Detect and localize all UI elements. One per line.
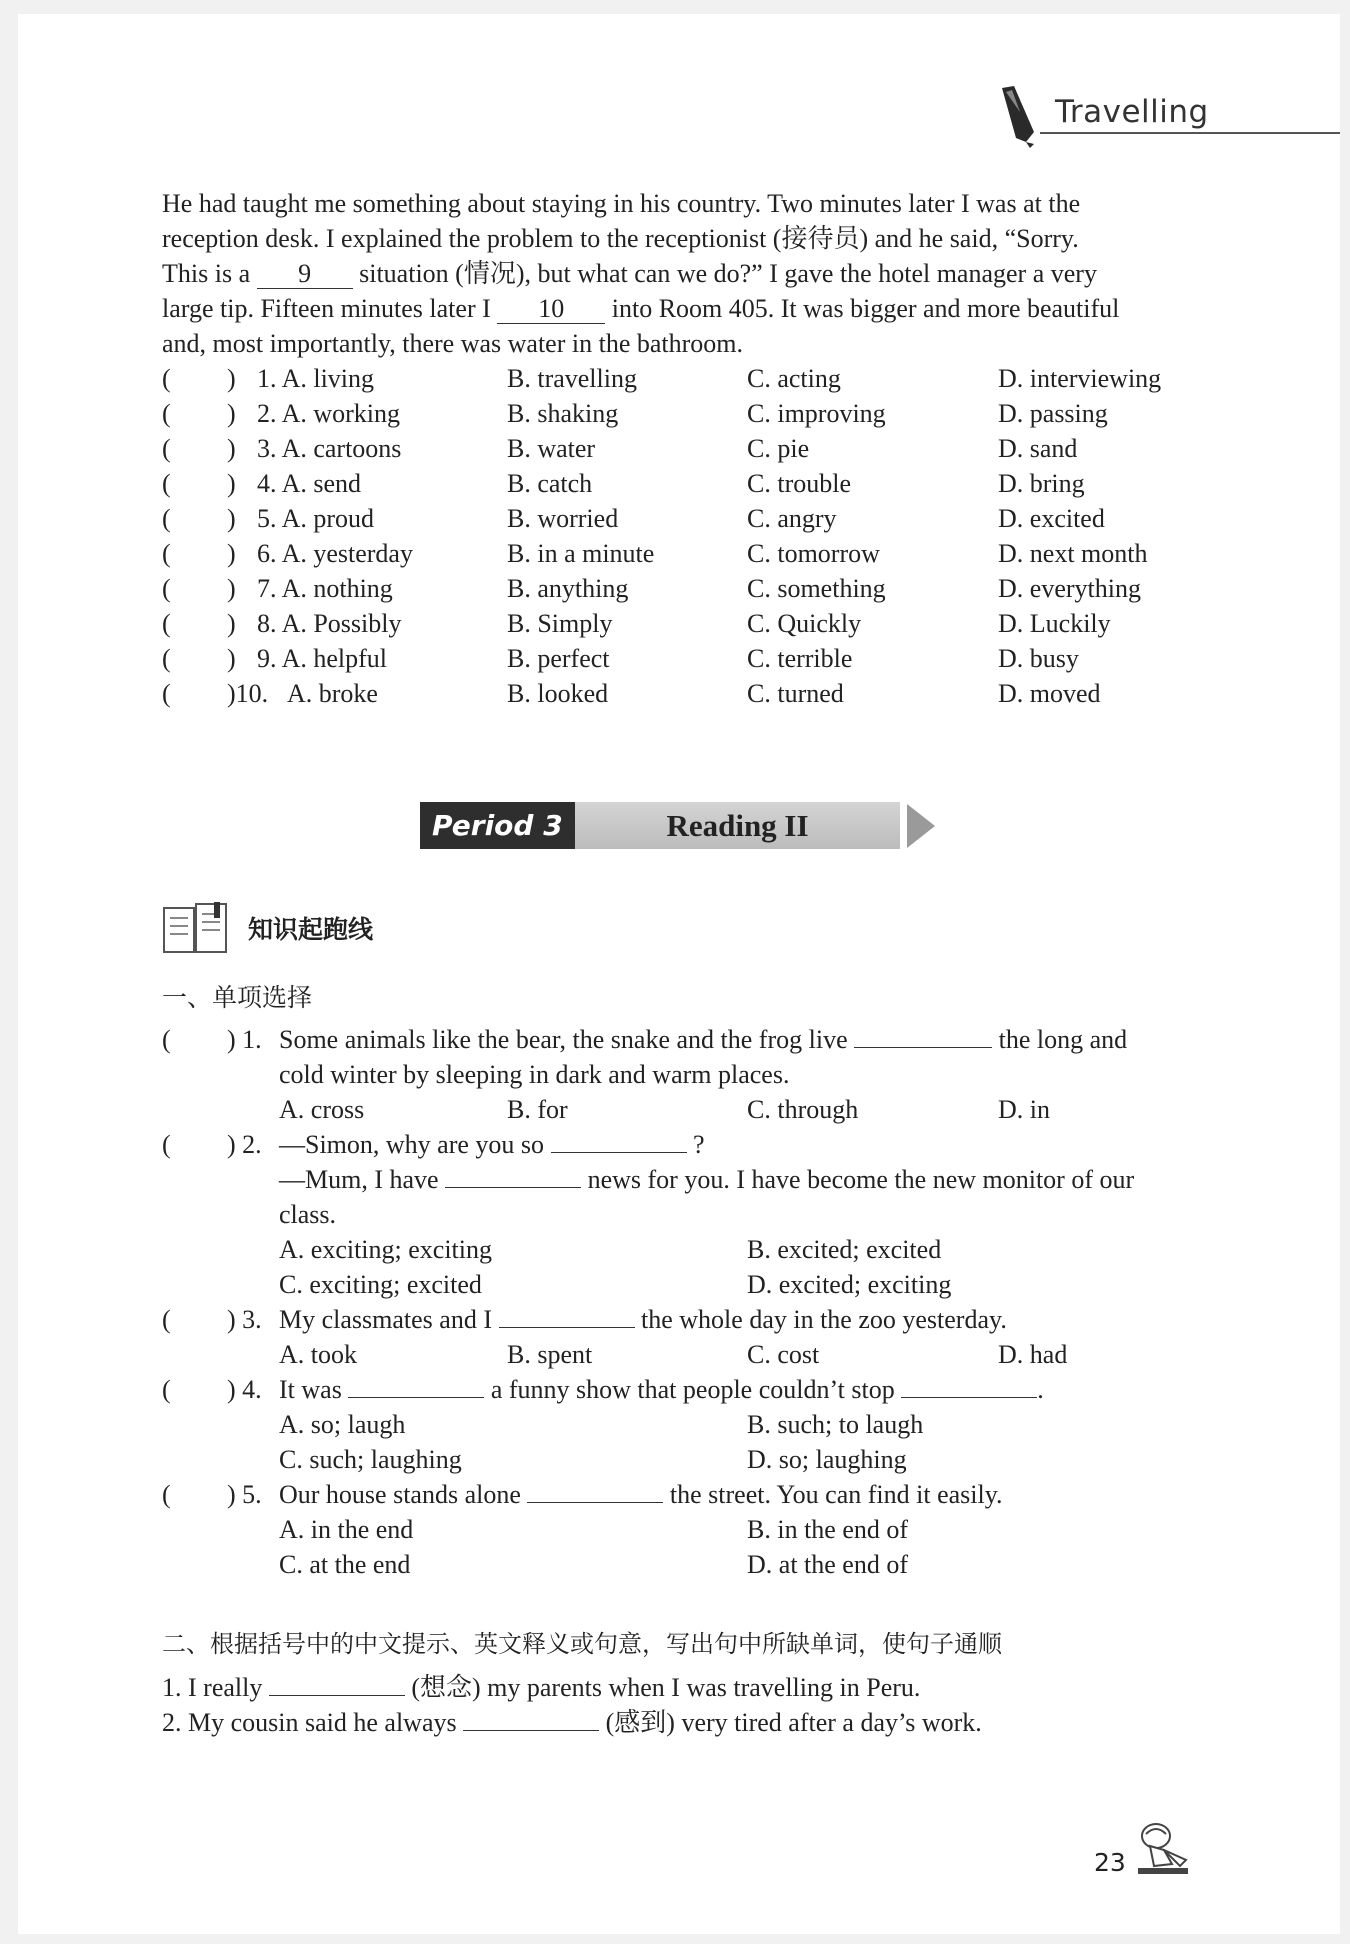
option-b[interactable]: B. such; to laugh xyxy=(747,1410,924,1439)
question-text-part: the long and xyxy=(998,1025,1128,1054)
question-number: ) xyxy=(227,434,236,463)
option-d[interactable]: D. had xyxy=(998,1340,1068,1369)
option-c[interactable]: C. improving xyxy=(747,399,886,428)
question-text xyxy=(279,1022,1127,1057)
option-d[interactable]: D. interviewing xyxy=(998,364,1162,393)
option-c[interactable]: C. turned xyxy=(747,679,844,708)
passage-text: into Room 405. It was bigger and more beautiful xyxy=(611,294,1120,323)
question-paren: ( xyxy=(162,1305,171,1334)
answer-blank[interactable] xyxy=(445,1187,581,1188)
question-number: ) xyxy=(227,504,236,533)
question-text-part: My classmates and I xyxy=(279,1305,493,1334)
question-text-part: news for you. I have become the new monitor of our xyxy=(587,1165,1135,1194)
option-a[interactable]: A. so; laugh xyxy=(279,1410,406,1439)
passage-line: and, most importantly, there was water in the bathroom. xyxy=(162,329,744,358)
option-b[interactable]: B. worried xyxy=(507,504,619,533)
option-c[interactable]: C. at the end xyxy=(279,1550,411,1579)
option-c[interactable]: C. terrible xyxy=(747,644,853,673)
question-paren: ( xyxy=(162,1130,171,1159)
question-number: ) xyxy=(227,609,236,638)
answer-paren: ( xyxy=(162,469,171,498)
question-text-part: the street. You can find it easily. xyxy=(669,1480,1003,1509)
question-text-part: —Mum, I have xyxy=(279,1165,439,1194)
option-c[interactable]: C. tomorrow xyxy=(747,539,880,568)
option-b[interactable]: B. in a minute xyxy=(507,539,655,568)
question-number: ) 4. xyxy=(227,1375,262,1404)
question-paren: ( xyxy=(162,1025,171,1054)
option-a[interactable]: A. broke xyxy=(287,679,378,708)
passage-line xyxy=(162,291,1119,326)
answer-blank[interactable] xyxy=(269,1695,405,1696)
sentence xyxy=(162,1670,920,1705)
passage-text: situation (情况), but what can we do?” I gave the hotel manager a very xyxy=(359,259,1097,288)
question-text-part: Some animals like the bear, the snake and the frog live xyxy=(279,1025,848,1054)
option-c[interactable]: C. angry xyxy=(747,504,837,533)
answer-paren: ( xyxy=(162,574,171,603)
option-d[interactable]: D. passing xyxy=(998,399,1108,428)
question-number: )10. xyxy=(227,679,269,708)
option-d[interactable]: D. sand xyxy=(998,434,1078,463)
question-number: ) 3. xyxy=(227,1305,262,1334)
passage-text: large tip. Fifteen minutes later I xyxy=(162,294,491,323)
option-b[interactable]: B. water xyxy=(507,434,596,463)
question-text xyxy=(279,1477,1003,1512)
option-c[interactable]: C. cost xyxy=(747,1340,820,1369)
passage-line: reception desk. I explained the problem to the receptionist (接待员) and he said, “Sorry. xyxy=(162,224,1079,253)
option-b[interactable]: B. excited; excited xyxy=(747,1235,942,1264)
answer-blank[interactable] xyxy=(499,1327,635,1328)
passage-line xyxy=(162,256,1097,291)
option-c[interactable]: C. Quickly xyxy=(747,609,862,638)
option-c[interactable]: C. trouble xyxy=(747,469,851,498)
question-text-part: —Simon, why are you so xyxy=(279,1130,545,1159)
question-paren: ( xyxy=(162,1480,171,1509)
option-b[interactable]: B. perfect xyxy=(507,644,610,673)
option-b[interactable]: B. looked xyxy=(507,679,609,708)
question-number: ) xyxy=(227,539,236,568)
knowledge-title: 知识起跑线 xyxy=(248,915,374,944)
answer-blank[interactable] xyxy=(551,1152,687,1153)
answer-blank[interactable] xyxy=(463,1730,599,1731)
arrow-right-icon xyxy=(905,800,937,852)
section-heading: 二、根据括号中的中文提示、英文释义或句意，写出句中所缺单词，使句子通顺 xyxy=(162,1630,1002,1658)
question-paren: ( xyxy=(162,1375,171,1404)
option-c[interactable]: C. such; laughing xyxy=(279,1445,462,1474)
option-d[interactable]: D. excited; exciting xyxy=(747,1270,952,1299)
option-a[interactable]: 1. A. living xyxy=(257,364,375,393)
option-a[interactable]: 6. A. yesterday xyxy=(257,539,413,568)
answer-paren: ( xyxy=(162,644,171,673)
chapter-title: Travelling xyxy=(1055,94,1209,130)
question-number: ) xyxy=(227,364,236,393)
option-a[interactable]: 9. A. helpful xyxy=(257,644,387,673)
option-a[interactable]: 7. A. nothing xyxy=(257,574,393,603)
answer-blank[interactable] xyxy=(901,1397,1037,1398)
answer-blank[interactable] xyxy=(854,1047,992,1048)
option-b[interactable]: B. catch xyxy=(507,469,593,498)
question-text-part: the whole day in the zoo yesterday. xyxy=(641,1305,1007,1334)
option-b[interactable]: B. travelling xyxy=(507,364,637,393)
answer-paren: ( xyxy=(162,679,171,708)
option-c[interactable]: C. through xyxy=(747,1095,859,1124)
answer-blank[interactable] xyxy=(527,1502,663,1503)
question-text-part: . xyxy=(1037,1375,1044,1404)
option-a[interactable]: 4. A. send xyxy=(257,469,361,498)
question-text xyxy=(279,1127,705,1162)
blank-9[interactable]: 9 xyxy=(257,260,353,289)
sentence-text: 1. I really xyxy=(162,1673,263,1702)
question-text-part: It was xyxy=(279,1375,342,1404)
question-number: ) 1. xyxy=(227,1025,262,1054)
option-c[interactable]: C. something xyxy=(747,574,886,603)
question-number: ) 5. xyxy=(227,1480,262,1509)
option-c[interactable]: C. exciting; excited xyxy=(279,1270,482,1299)
question-number: ) 2. xyxy=(227,1130,262,1159)
option-d[interactable]: D. busy xyxy=(998,644,1079,673)
question-text: cold winter by sleeping in dark and warm places. xyxy=(279,1060,790,1089)
option-d[interactable]: D. excited xyxy=(998,504,1105,533)
pen-icon xyxy=(996,84,1042,150)
option-d[interactable]: D. everything xyxy=(998,574,1141,603)
option-d[interactable]: D. at the end of xyxy=(747,1550,909,1579)
page-number: 23 xyxy=(1094,1848,1126,1877)
option-d[interactable]: D. bring xyxy=(998,469,1085,498)
option-c[interactable]: C. pie xyxy=(747,434,810,463)
option-a[interactable]: 8. A. Possibly xyxy=(257,609,402,638)
period-label: Period 3 xyxy=(420,802,575,849)
option-d[interactable]: D. in xyxy=(998,1095,1050,1124)
option-a[interactable]: 3. A. cartoons xyxy=(257,434,402,463)
question-text xyxy=(279,1372,1044,1407)
question-text: class. xyxy=(279,1200,337,1229)
question-number: ) xyxy=(227,399,236,428)
option-d[interactable]: D. moved xyxy=(998,679,1101,708)
passage-text: This is a xyxy=(162,259,251,288)
sentence xyxy=(162,1705,982,1740)
option-d[interactable]: D. Luckily xyxy=(998,609,1111,638)
option-c[interactable]: C. acting xyxy=(747,364,841,393)
option-b[interactable]: B. in the end of xyxy=(747,1515,909,1544)
passage-line: He had taught me something about staying in his country. Two minutes later I was at the xyxy=(162,189,1081,218)
option-b[interactable]: B. spent xyxy=(507,1340,593,1369)
option-a[interactable]: 5. A. proud xyxy=(257,504,374,533)
question-text xyxy=(279,1162,1134,1197)
option-b[interactable]: B. shaking xyxy=(507,399,619,428)
answer-paren: ( xyxy=(162,504,171,533)
option-b[interactable]: B. anything xyxy=(507,574,629,603)
answer-paren: ( xyxy=(162,434,171,463)
answer-paren: ( xyxy=(162,364,171,393)
option-a[interactable]: 2. A. working xyxy=(257,399,400,428)
answer-paren: ( xyxy=(162,539,171,568)
question-text-part: a funny show that people couldn’t stop xyxy=(490,1375,895,1404)
question-number: ) xyxy=(227,469,236,498)
sentence-text: (感到) very tired after a day’s work. xyxy=(605,1708,982,1737)
option-d[interactable]: D. so; laughing xyxy=(747,1445,907,1474)
blank-10[interactable]: 10 xyxy=(497,295,605,324)
option-a[interactable]: A. exciting; exciting xyxy=(279,1235,493,1264)
answer-paren: ( xyxy=(162,399,171,428)
option-d[interactable]: D. next month xyxy=(998,539,1148,568)
book-icon xyxy=(162,902,230,956)
answer-blank[interactable] xyxy=(348,1397,484,1398)
option-b[interactable]: B. for xyxy=(507,1095,568,1124)
question-number: ) xyxy=(227,574,236,603)
question-number: ) xyxy=(227,644,236,673)
option-a[interactable]: A. in the end xyxy=(279,1515,414,1544)
option-b[interactable]: B. Simply xyxy=(507,609,613,638)
mascot-icon xyxy=(1134,1820,1192,1878)
sentence-text: 2. My cousin said he always xyxy=(162,1708,457,1737)
reading-title: Reading II xyxy=(575,802,900,849)
option-a[interactable]: A. took xyxy=(279,1340,357,1369)
question-text-part: Our house stands alone xyxy=(279,1480,521,1509)
answer-paren: ( xyxy=(162,609,171,638)
sentence-text: (想念) my parents when I was travelling in Peru. xyxy=(411,1673,921,1702)
option-a[interactable]: A. cross xyxy=(279,1095,365,1124)
question-text xyxy=(279,1302,1007,1337)
section-heading: 一、单项选择 xyxy=(162,983,313,1012)
question-text-part: ? xyxy=(693,1130,705,1159)
header-rule xyxy=(1040,132,1340,134)
